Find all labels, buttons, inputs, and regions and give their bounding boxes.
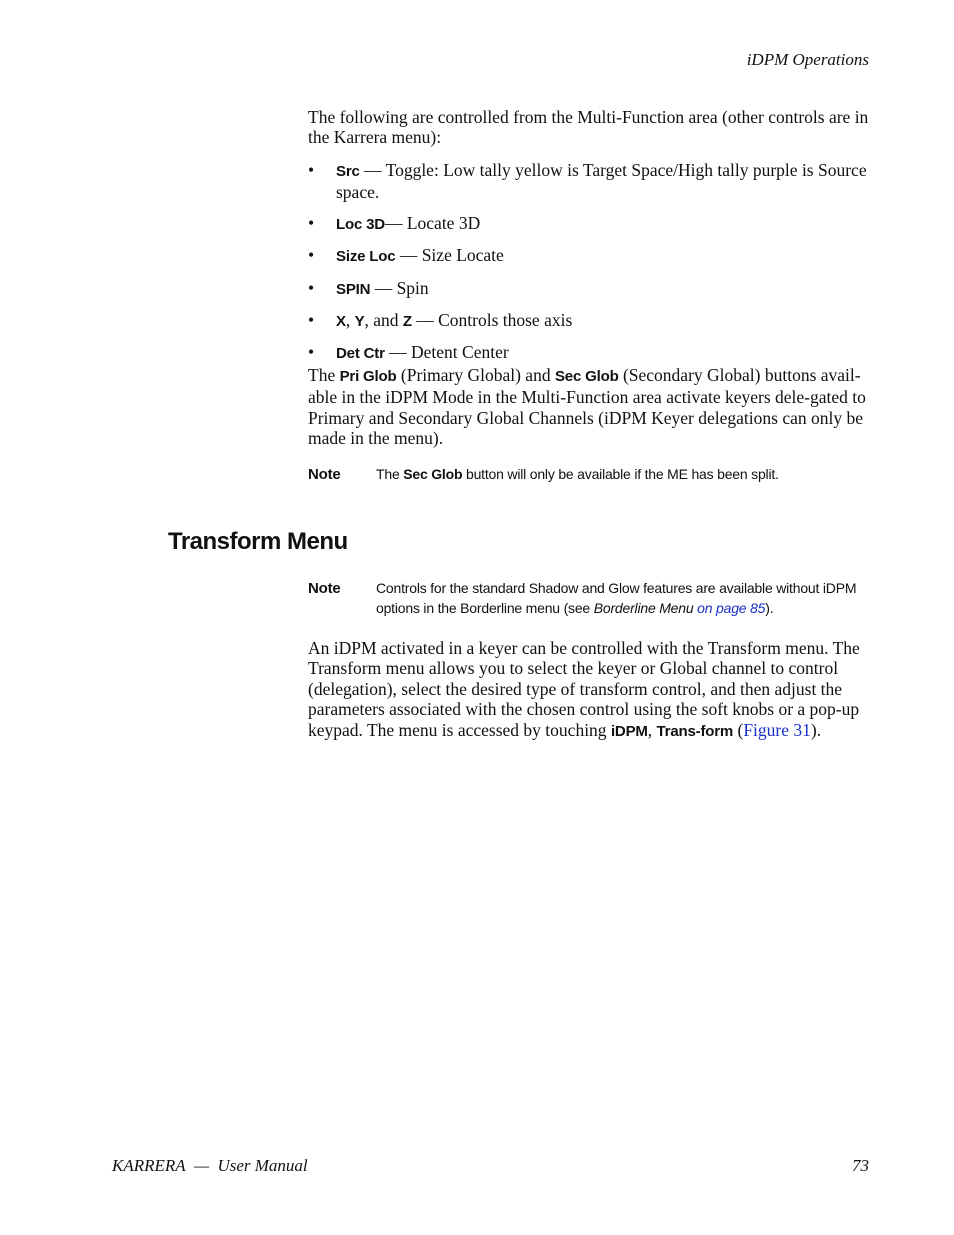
note-text <box>376 465 866 485</box>
glob-paragraph <box>308 365 870 449</box>
item-description: — Size Locate <box>395 245 504 266</box>
figure-link[interactable]: Figure 31 <box>743 719 811 740</box>
bullet-icon: • <box>308 160 315 180</box>
text-run: ). <box>765 599 774 616</box>
separator: , <box>345 310 355 331</box>
text-run: , <box>647 719 657 740</box>
footer-title: KARRERA — User Manual <box>112 1156 308 1175</box>
bullet-icon: • <box>308 277 315 298</box>
button-name: Loc 3D <box>336 215 385 233</box>
item-description: — Spin <box>370 277 429 298</box>
note-text <box>376 579 866 618</box>
bullet-icon: • <box>308 310 315 331</box>
text-run: ( <box>733 719 744 740</box>
bullet-icon: • <box>308 342 315 363</box>
button-name: Sec Glob <box>403 466 463 482</box>
text-run: Controls for the standard Shadow and Glow features are available without iDPM options in the Borderline menu (see <box>376 580 857 616</box>
separator: , and <box>364 310 403 331</box>
button-name: X <box>336 313 346 331</box>
item-description: — Locate 3D <box>384 212 481 233</box>
intro-paragraph: The following are controlled from the Multi-Function area (other controls are in the Karrera menu): <box>308 107 869 148</box>
item-description: — Controls those axis <box>411 310 573 331</box>
list-item <box>308 342 870 364</box>
list-item <box>308 213 870 235</box>
button-name: Det Ctr <box>336 345 385 363</box>
list-item <box>308 160 870 203</box>
item-description: — Detent Center <box>384 342 509 363</box>
button-name: Sec Glob <box>554 368 619 385</box>
text-run: (Primary Global) and <box>396 365 555 385</box>
page-link[interactable]: on page 85 <box>697 599 766 616</box>
section-title: Transform Menu <box>168 528 348 555</box>
bullet-icon: • <box>308 212 315 233</box>
page-number: 73 <box>852 1156 869 1175</box>
button-name: Z <box>402 313 412 331</box>
bullet-icon: • <box>308 245 315 266</box>
button-name: Pri Glob <box>339 368 397 385</box>
text-run: button will only be available if the ME has been split. <box>462 466 779 482</box>
item-description: — Toggle: Low tally yellow is Target Space/High tally purple is Source space. <box>336 160 867 203</box>
list-item <box>308 278 870 300</box>
note-label: Note <box>308 580 341 597</box>
control-list <box>308 160 870 365</box>
button-name: Trans-form <box>656 722 734 740</box>
transform-paragraph <box>308 638 870 742</box>
button-name: Size Loc <box>336 248 396 266</box>
running-header: iDPM Operations <box>746 50 869 69</box>
note-label: Note <box>308 466 341 483</box>
button-name: Y <box>354 313 365 331</box>
text-run: (Secondary Global) buttons avail-able in the iDPM Mode in the Multi-Function area activate keyers dele-gated to Primary and Secondary Global Channels (iDPM Keyer delegations can only be made in the menu). <box>308 365 866 449</box>
button-name: iDPM <box>610 722 648 740</box>
text-run: The <box>308 365 340 385</box>
list-item <box>308 245 870 267</box>
text-run: ). <box>810 719 822 740</box>
list-item <box>308 310 870 332</box>
button-name: Src <box>336 163 360 180</box>
button-name: SPIN <box>336 280 371 298</box>
text-run: The <box>376 466 404 482</box>
text-run: An iDPM activated in a keyer can be controlled with the Transform menu. The Transform menu allows you to select the keyer or Global channel to control (delegation), select the desired type of transform control, and then adjust the parameters associated with the chosen control using the soft knobs or a pop-up keypad. The menu is accessed by touching <box>308 638 860 740</box>
cross-reference: Borderline Menu <box>593 599 694 616</box>
